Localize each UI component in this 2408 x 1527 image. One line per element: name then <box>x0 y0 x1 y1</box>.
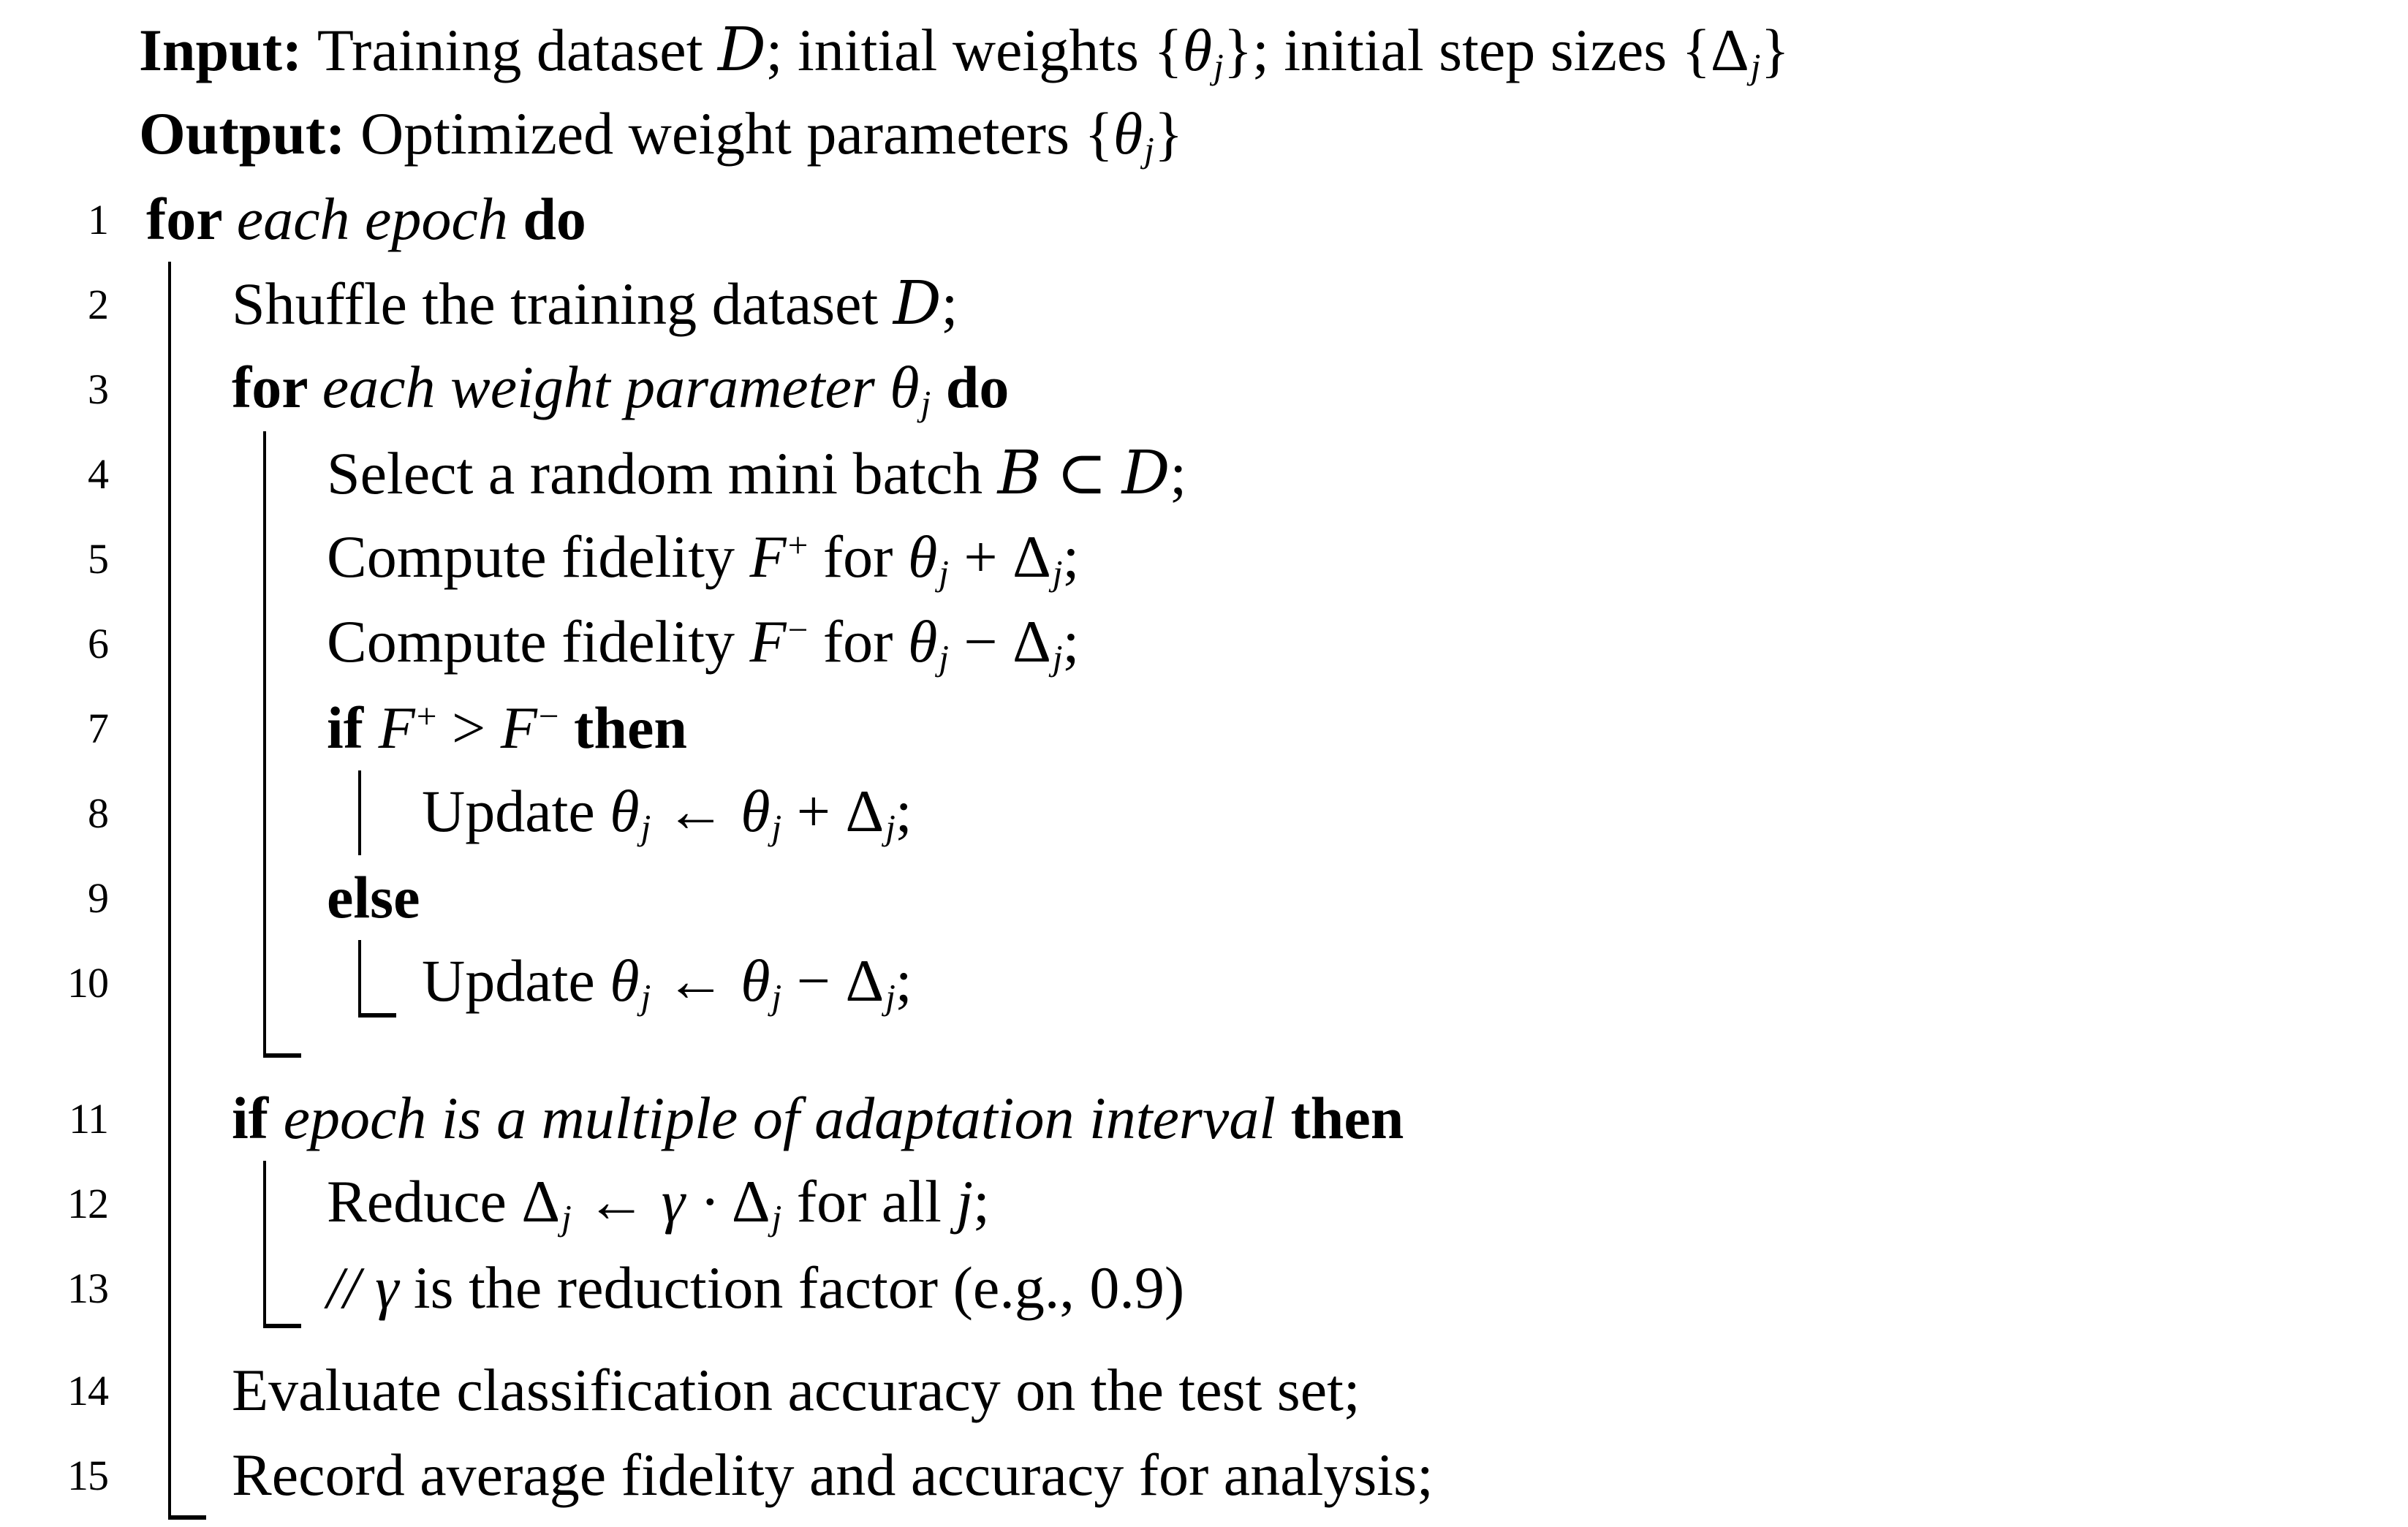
text-segment: Record average fidelity and accuracy for analysis; <box>232 1441 1434 1508</box>
algorithm-line <box>0 1161 2408 1246</box>
text-segment: + Δ <box>781 777 885 844</box>
text-segment: θ <box>1113 99 1143 167</box>
algorithm-line <box>0 516 2408 601</box>
algorithm-line <box>0 1433 2408 1517</box>
text-segment: if <box>327 694 379 761</box>
text-segment: ; <box>973 1167 990 1235</box>
block-end-hook <box>168 1433 206 1520</box>
line-number: 7 <box>88 704 108 752</box>
block-guide <box>168 431 206 516</box>
algorithm-line <box>0 686 2408 770</box>
line-text <box>0 1085 1404 1151</box>
text-segment: ; <box>1062 607 1080 675</box>
text-segment: j <box>956 1167 974 1235</box>
algorithm-line <box>0 601 2408 686</box>
text-segment: θ <box>610 947 640 1014</box>
text-segment: Evaluate classification accuracy on the test set; <box>232 1356 1360 1423</box>
line-number: 5 <box>88 534 108 583</box>
text-segment: } <box>1154 99 1184 167</box>
text-segment: γ <box>661 1167 686 1235</box>
text-segment: Training dataset <box>317 16 718 83</box>
text-segment: − Δ <box>781 947 885 1014</box>
block-guide <box>168 1246 206 1330</box>
algorithm-header <box>0 10 2408 177</box>
text-segment: θ <box>1182 16 1213 83</box>
line-text <box>0 101 1183 170</box>
text-segment: j <box>771 977 782 1018</box>
block-guide <box>168 516 206 601</box>
line-text <box>0 268 958 338</box>
block-guide <box>358 770 396 855</box>
text-segment: F <box>378 694 415 761</box>
text-segment: ← <box>651 947 741 1014</box>
line-number: 3 <box>88 365 108 413</box>
algorithm-line <box>0 431 2408 516</box>
text-segment: j <box>885 977 896 1018</box>
text-segment: D <box>893 268 942 338</box>
block-guide <box>263 431 301 516</box>
text-segment: each epoch <box>236 185 523 252</box>
block-guide <box>263 601 301 686</box>
block-end-hook <box>263 1246 301 1328</box>
text-segment: F <box>500 694 537 761</box>
text-segment: do <box>931 353 1010 420</box>
output-line <box>0 94 2408 177</box>
algorithm-line <box>0 262 2408 346</box>
block-guide <box>263 1161 301 1246</box>
text-segment: Update <box>422 947 610 1014</box>
text-segment: θ <box>741 777 771 844</box>
text-segment: is the reduction factor (e.g., 0.9) <box>398 1254 1185 1321</box>
block-guide <box>168 855 206 940</box>
line-text <box>0 524 1079 594</box>
line-number: 14 <box>67 1366 108 1414</box>
text-segment: + Δ <box>948 523 1051 590</box>
line-text <box>0 1169 990 1238</box>
line-text <box>0 1442 1434 1508</box>
text-segment: Update <box>422 777 610 844</box>
text-segment: j <box>1214 46 1224 87</box>
text-segment: j <box>920 383 931 424</box>
text-segment: Shuffle the training dataset <box>232 270 893 337</box>
block-guide <box>168 770 206 855</box>
text-segment: F <box>749 523 787 590</box>
text-segment: }; initial step sizes {Δ <box>1223 16 1749 83</box>
text-segment: F <box>749 607 787 675</box>
line-text <box>0 778 912 848</box>
text-segment: j <box>1144 129 1154 170</box>
block-guide <box>263 770 301 855</box>
line-number: 11 <box>69 1094 108 1143</box>
text-segment: + <box>787 524 809 565</box>
block-guide <box>168 601 206 686</box>
text-segment: ; <box>941 270 958 337</box>
text-segment: · Δ <box>685 1167 771 1235</box>
text-segment: ; <box>1062 523 1080 590</box>
line-text <box>0 355 1009 424</box>
text-segment: j <box>1052 553 1063 594</box>
block-end-hook <box>358 940 396 1018</box>
line-text <box>0 609 1079 678</box>
line-number: 8 <box>88 789 108 837</box>
line-number: 2 <box>88 280 108 328</box>
text-segment: else <box>327 863 420 931</box>
block-guide <box>168 1025 206 1076</box>
text-segment: θ <box>610 777 640 844</box>
algorithm-line <box>0 346 2408 431</box>
text-segment: ← <box>571 1167 662 1235</box>
block-guide <box>168 940 206 1025</box>
text-segment: epoch is a multiple of adaptation interval <box>283 1084 1291 1151</box>
text-segment: j <box>561 1197 572 1238</box>
text-segment: j <box>939 553 949 594</box>
text-segment: Output: <box>139 99 361 167</box>
text-segment: θ <box>907 523 938 590</box>
text-segment: j <box>640 977 651 1018</box>
line-number: 15 <box>67 1451 108 1499</box>
text-segment: each weight parameter <box>322 353 890 420</box>
text-segment: ; initial weights { <box>765 16 1183 83</box>
text-segment: θ <box>741 947 771 1014</box>
text-segment: // γ <box>327 1254 399 1321</box>
text-segment: } <box>1760 16 1790 83</box>
text-segment: for all <box>781 1167 957 1235</box>
block-guide <box>263 516 301 601</box>
block-end-hook <box>263 1025 301 1058</box>
block-guide <box>168 686 206 770</box>
text-segment: + <box>416 695 437 736</box>
algorithm-line <box>0 855 2408 940</box>
text-segment: − <box>538 695 559 736</box>
text-segment: ; <box>895 947 912 1014</box>
block-guide <box>263 940 301 1025</box>
text-segment: − Δ <box>948 607 1051 675</box>
text-segment: D <box>717 15 766 85</box>
block-guide <box>168 1161 206 1246</box>
text-segment: for <box>146 185 237 252</box>
block-spacer <box>0 1330 2408 1348</box>
text-segment: ; <box>1170 439 1187 507</box>
algorithm-line <box>0 770 2408 855</box>
text-segment: j <box>771 1197 782 1238</box>
algorithm-line <box>0 940 2408 1025</box>
block-spacer <box>0 1025 2408 1076</box>
text-segment: j <box>939 637 949 678</box>
line-number: 9 <box>88 874 108 922</box>
line-number: 6 <box>88 619 108 667</box>
line-number: 12 <box>67 1179 108 1227</box>
algorithm-line <box>0 1348 2408 1433</box>
text-segment: ⊂ <box>1041 439 1122 507</box>
text-segment: θ <box>907 607 938 675</box>
text-segment: if <box>232 1084 284 1151</box>
input-line <box>0 10 2408 94</box>
block-guide <box>168 346 206 431</box>
text-segment: Select a random mini batch <box>327 439 998 507</box>
text-segment: θ <box>890 353 920 420</box>
text-segment: j <box>640 807 651 848</box>
line-number: 13 <box>67 1264 108 1312</box>
text-segment: j <box>771 807 782 848</box>
block-guide <box>168 1330 206 1348</box>
text-segment: Reduce Δ <box>327 1167 561 1235</box>
line-text <box>0 948 912 1018</box>
text-segment: Compute fidelity <box>327 607 750 675</box>
algorithm-line <box>0 177 2408 262</box>
block-guide <box>168 1348 206 1433</box>
text-segment: for <box>808 523 908 590</box>
text-segment: D <box>1121 438 1170 508</box>
block-guide <box>168 1076 206 1161</box>
text-segment: B <box>997 438 1042 508</box>
block-guide <box>168 262 206 346</box>
text-segment: j <box>1750 46 1761 87</box>
algorithm-body <box>0 177 2408 1517</box>
text-segment: ← <box>651 777 741 844</box>
text-segment: Input: <box>139 16 317 83</box>
line-number: 4 <box>88 450 108 498</box>
text-segment: for <box>232 353 322 420</box>
text-segment: j <box>1052 637 1063 678</box>
text-segment: for <box>808 607 908 675</box>
line-number: 1 <box>88 195 108 243</box>
line-text <box>0 15 1790 87</box>
block-guide <box>263 686 301 770</box>
block-guide <box>263 855 301 940</box>
line-number: 10 <box>67 958 108 1007</box>
text-segment: Optimized weight parameters { <box>360 99 1113 167</box>
text-segment: ; <box>895 777 912 844</box>
text-segment: then <box>1290 1084 1404 1151</box>
algorithm-line <box>0 1076 2408 1161</box>
text-segment: Compute fidelity <box>327 523 750 590</box>
text-segment: > <box>436 694 501 761</box>
text-segment: − <box>787 609 809 650</box>
text-segment: j <box>885 807 896 848</box>
algorithm-line <box>0 1246 2408 1330</box>
text-segment: then <box>559 694 687 761</box>
text-segment: do <box>523 185 586 252</box>
